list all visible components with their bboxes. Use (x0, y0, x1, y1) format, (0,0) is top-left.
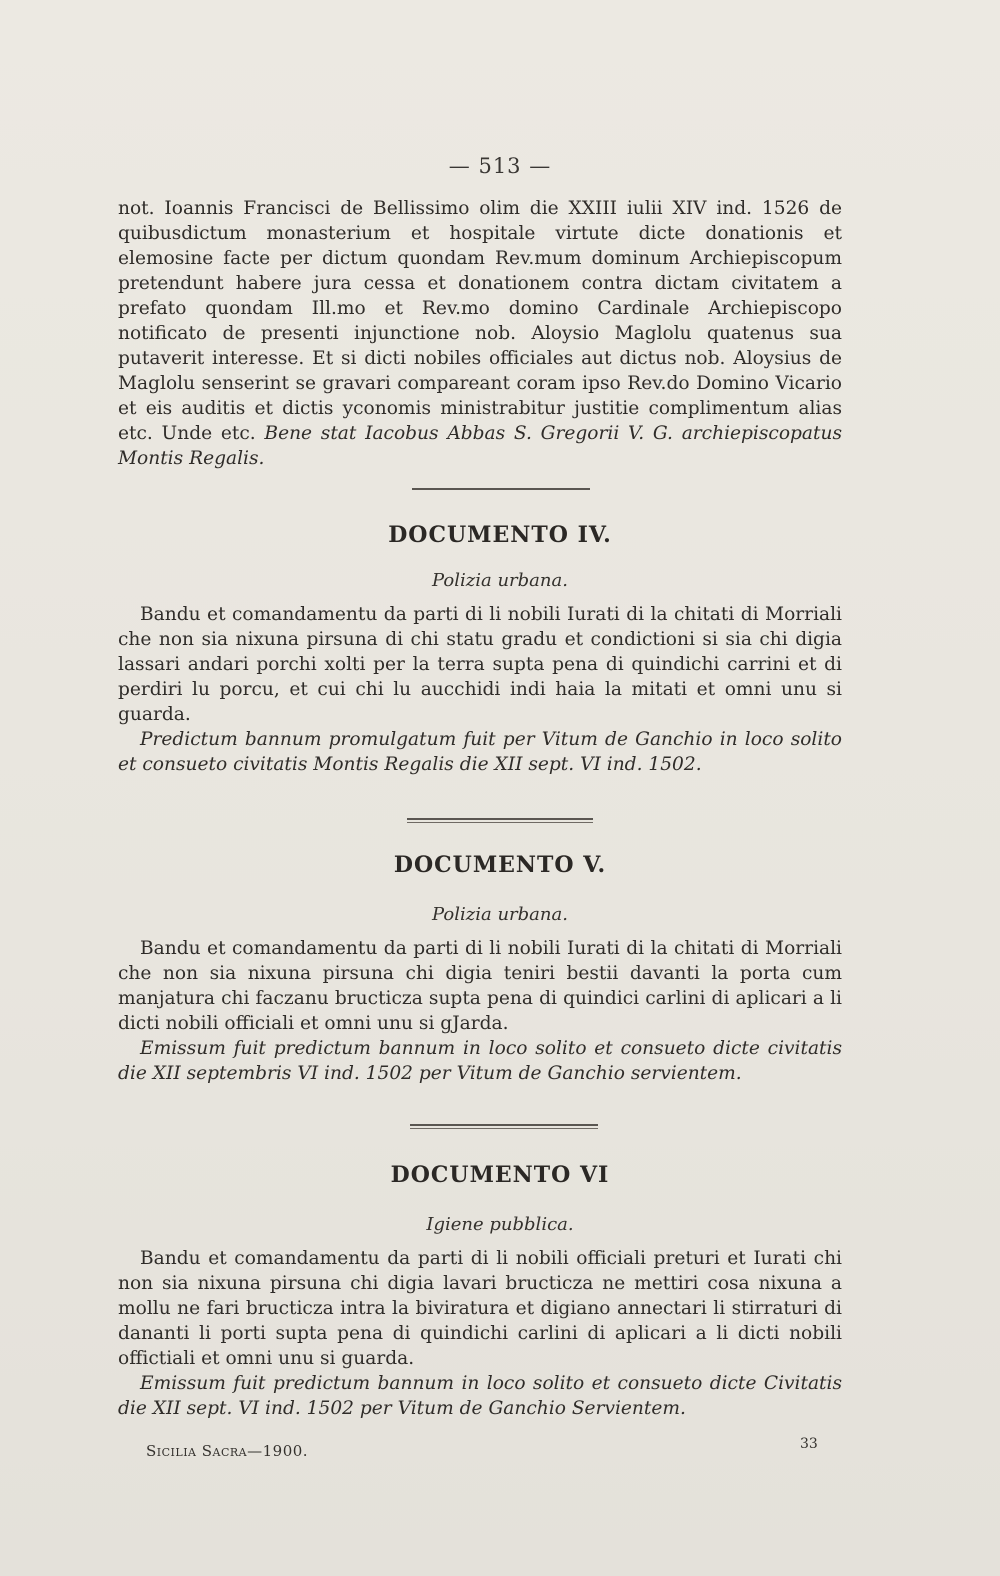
document-iv-subheading: Polizia urbana. (432, 570, 568, 591)
separator-3 (410, 1124, 598, 1126)
intro-italic: Bene stat Iacobus Abbas S. Gregorii V. G. archiepiscopatus Montis Regalis. (118, 423, 842, 469)
document-v-subheading: Polizia urbana. (432, 904, 568, 925)
document-v-text: Bandu et comandamentu da parti di li nobili Iurati di la chitati di Morriali che non sia nixuna pirsuna chi digia teniri bestii davanti la porta cum manjatura chi faczanu bructicza supta pena di quindici carlini di aplicari a li dicti nobili officiali et omni unu si gJarda. (118, 938, 842, 1034)
document-v-note: Emissum fuit predictum bannum in loco solito et consueto dicte civitatis die XII septembris VI ind. 1502 per Vitum de Ganchio servientem. (118, 1038, 842, 1084)
document-vi-body (118, 1246, 842, 1421)
intro-text: not. Ioannis Francisci de Bellissimo olim die XXIII iulii XIV ind. 1526 de quibusdictum monasterium et hospitale virtute dicte donationis et elemosine facte per dictum quondam Rev.mum dominum Archiepiscopum pretendunt habere jura cessa et donationem contra dictam civitatem a prefato quondam Ill.mo et Rev.mo domino Cardinale Archiepiscopo notificato de presenti injunctione nob. Aloysio Maglolu quatenus sua putaverit interesse. Et si dicti nobiles officiales aut dictus nob. Aloysius de Maglolu senserint se gravari compareant coram ipso Rev.do Domino Vicario et eis auditis et dictis yconomis ministrabitur justitie complimentum alias etc. Unde etc. (118, 198, 842, 444)
document-iv-body (118, 602, 842, 777)
document-vi-note: Emissum fuit predictum bannum in loco solito et consueto dicte Civitatis die XII sept. VI ind. 1502 per Vitum de Ganchio Servientem. (118, 1373, 842, 1419)
separator-1 (412, 488, 590, 490)
intro-paragraph (118, 196, 842, 471)
document-iv-text: Bandu et comandamentu da parti di li nobili Iurati di la chitati di Morriali che non sia nixuna pirsuna di chi statu gradu et condictioni si sia chi digia lassari andari porchi xolti per la terra supta pena di quindichi carrini et di perdiri lu porcu, et cui chi lu aucchidi indi haia la mitati et omni unu si guarda. (118, 604, 842, 725)
document-v-heading: DOCUMENTO V. (393, 852, 607, 878)
document-vi-heading: DOCUMENTO VI (390, 1162, 610, 1188)
footer-right: 33 (800, 1436, 818, 1452)
separator-2 (407, 818, 593, 820)
page-number: — 513 — (448, 154, 552, 178)
document-vi-subheading: Igiene pubblica. (426, 1214, 574, 1235)
document-vi-text: Bandu et comandamentu da parti di li nobili officiali preturi et Iurati chi non sia nixuna pirsuna chi digia lavari bructicza ne mettiri cosa nixuna a mollu ne fari bructicza intra la biviratura et digiano annectari li stirraturi di dananti li porti supta pena di quindichi carlini di aplicari a li dicti nobili offictiali et omni unu si guarda. (118, 1248, 842, 1369)
document-v-body (118, 936, 842, 1086)
document-iv-note: Predictum bannum promulgatum fuit per Vitum de Ganchio in loco solito et consueto civitatis Montis Regalis die XII sept. VI ind. 1502. (118, 729, 842, 775)
document-iv-heading: DOCUMENTO IV. (388, 522, 612, 548)
footer-left: Sicilia Sacra—1900. (146, 1442, 309, 1460)
